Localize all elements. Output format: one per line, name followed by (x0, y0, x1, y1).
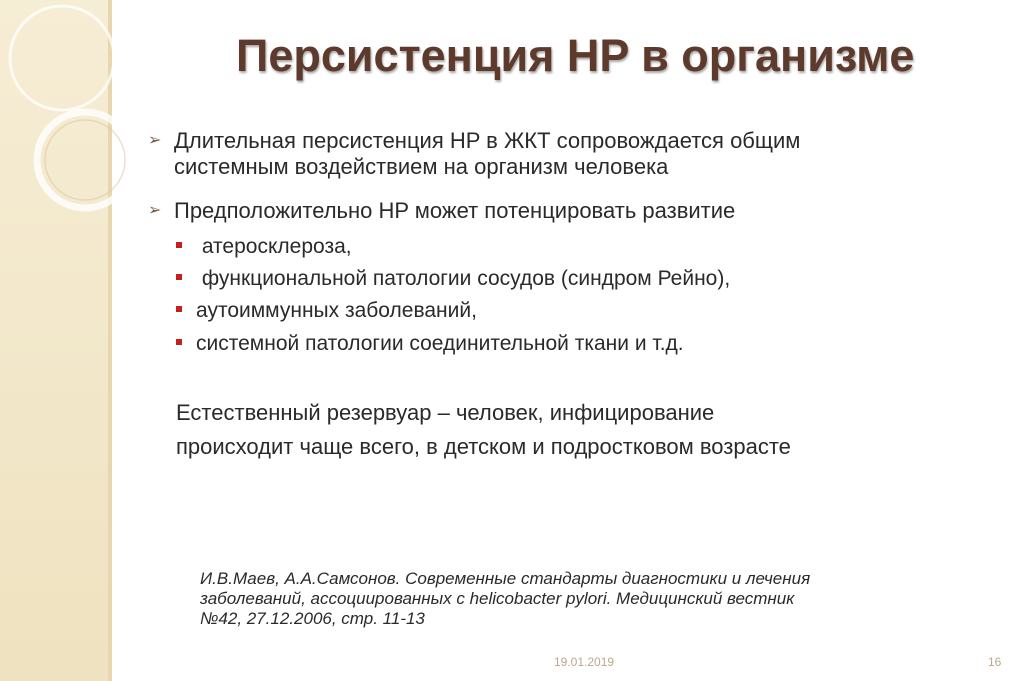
sub-item-text: функциональной патологии сосудов (синдром Рейно), (196, 267, 731, 290)
citation (200, 569, 960, 629)
sub-item-3 (176, 298, 477, 324)
note-line: происходит чаще всего, в детском и подростковом возрасте (176, 434, 791, 459)
bullet-text: Предположительно HP может потенцировать развитие (174, 198, 736, 223)
note-paragraph (176, 396, 936, 464)
citation-line: И.В.Маев, А.А.Самсонов. Современные стандарты диагностики и лечения (200, 569, 811, 588)
sub-item-text: аутоиммунных заболеваний, (196, 299, 477, 322)
arrow-bullet-icon: ➢ (148, 132, 162, 149)
square-bullet-icon (176, 306, 182, 312)
square-bullet-icon (176, 242, 182, 248)
footer-date: 19.01.2019 (554, 655, 615, 669)
sub-item-2 (176, 266, 730, 292)
slide-number: 16 (988, 655, 1002, 669)
bullet-item-1 (148, 128, 914, 180)
square-bullet-icon (176, 274, 182, 280)
deco-circle-inner (45, 120, 125, 200)
bullet-text: Длительная персистенция HP в ЖКТ сопровождается общим системным воздействием на организм человека (174, 128, 801, 179)
note-line: Естественный резервуар – человек, инфицирование (176, 400, 715, 425)
sub-item-4 (176, 331, 684, 357)
sub-item-text: атеросклероза, (196, 235, 352, 258)
citation-line: №42, 27.12.2006, стр. 11-13 (200, 609, 425, 628)
bullet-item-2 (148, 198, 914, 224)
citation-line: заболеваний, ассоциированных с helicobacter pylori. Медицинский вестник (200, 589, 795, 608)
sub-item-1 (176, 234, 352, 260)
arrow-bullet-icon: ➢ (148, 202, 162, 219)
square-bullet-icon (176, 339, 182, 345)
deco-circle-top (10, 6, 114, 110)
decorative-circles (0, 0, 130, 240)
sub-item-text: системной патологии соединительной ткани и т.д. (196, 332, 684, 355)
deco-circle-bottom (37, 112, 130, 208)
slide-title: Персистенция HP в организме (236, 30, 915, 81)
